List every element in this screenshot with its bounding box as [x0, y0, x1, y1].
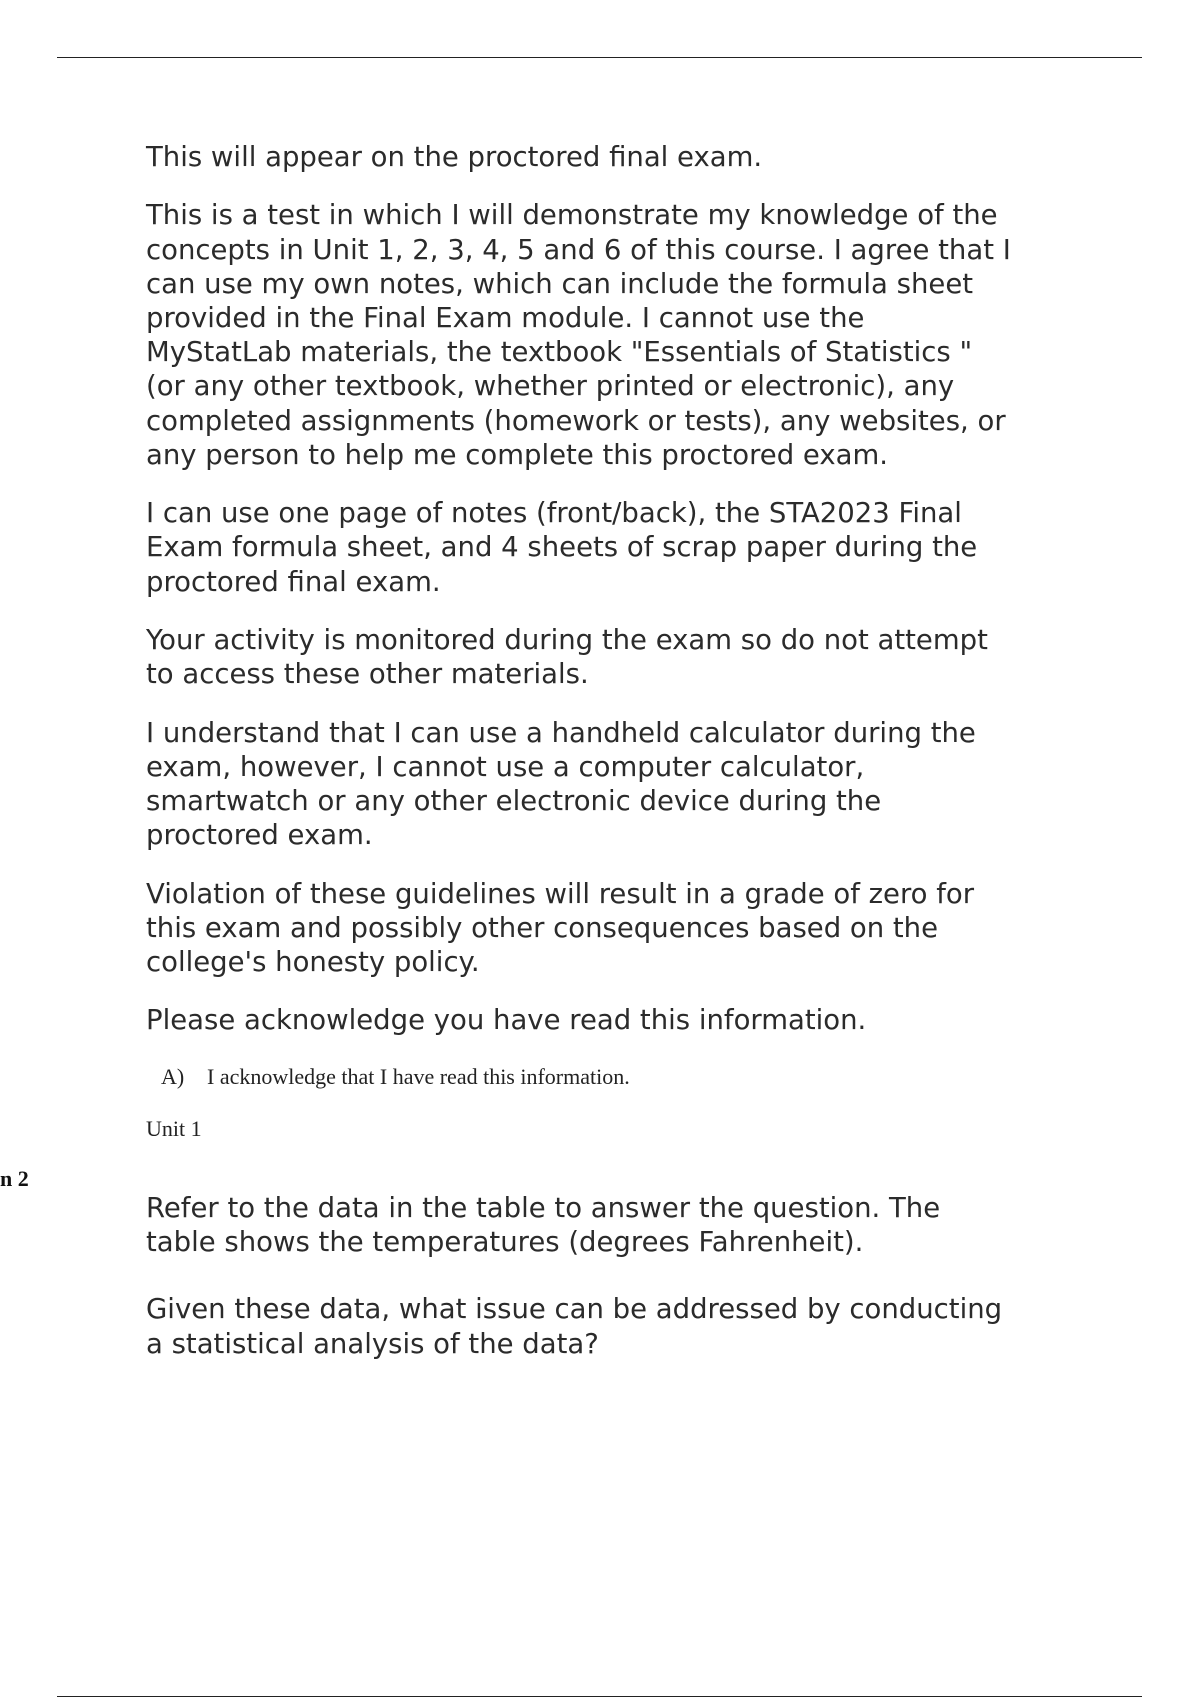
- unit-label: Unit 1: [146, 1115, 202, 1141]
- answer-option-a[interactable]: [161, 1062, 1096, 1092]
- acknowledge-prompt: Please acknowledge you have read this information.: [146, 1004, 867, 1037]
- violation-paragraph: Violation of these guidelines will result in a grade of zero for this exam and possibly other consequences based on the college's honesty policy.: [146, 877, 975, 978]
- option-text: I acknowledge that I have read this information.: [207, 1063, 630, 1089]
- question-2-stem: Refer to the data in the table to answer the question. The table shows the temperatures (degrees Fahrenheit).: [146, 1192, 941, 1259]
- top-rule: [57, 57, 1142, 58]
- allowed-materials-paragraph: I can use one page of notes (front/back), the STA2023 Final Exam formula sheet, and 4 sheets of scrap paper during the proctored final exam.: [146, 497, 978, 598]
- bottom-rule: [57, 1696, 1142, 1697]
- question-number-label: n 2: [0, 1166, 29, 1191]
- question-2: [146, 1191, 1096, 1394]
- monitoring-paragraph: Your activity is monitored during the exam so do not attempt to access these other materials.: [146, 624, 988, 691]
- calculator-paragraph: I understand that I can use a handheld calculator during the exam, however, I cannot use a computer calculator, smartwatch or any other electronic device during the proctored exam.: [146, 716, 976, 852]
- intro-paragraph: This will appear on the proctored final exam.: [146, 141, 763, 173]
- honor-statement-paragraph: This is a test in which I will demonstrate my knowledge of the concepts in Unit 1, 2, 3, 4, 5 and 6 of this course. I agree that I can use my own notes, which can include the formula sheet provided in the Final Exam module. I cannot use the MyStatLab materials, the textbook "Essentials of Statistics " (or any other textbook, whether printed or electronic), any completed assignments (homework or tests), any websites, or any person to help me complete this proctored exam.: [146, 199, 1011, 471]
- question-1: [146, 140, 1096, 1144]
- option-letter: A): [161, 1063, 185, 1089]
- question-2-prompt: Given these data, what issue can be addressed by conducting a statistical analysis of the data?: [146, 1293, 1003, 1360]
